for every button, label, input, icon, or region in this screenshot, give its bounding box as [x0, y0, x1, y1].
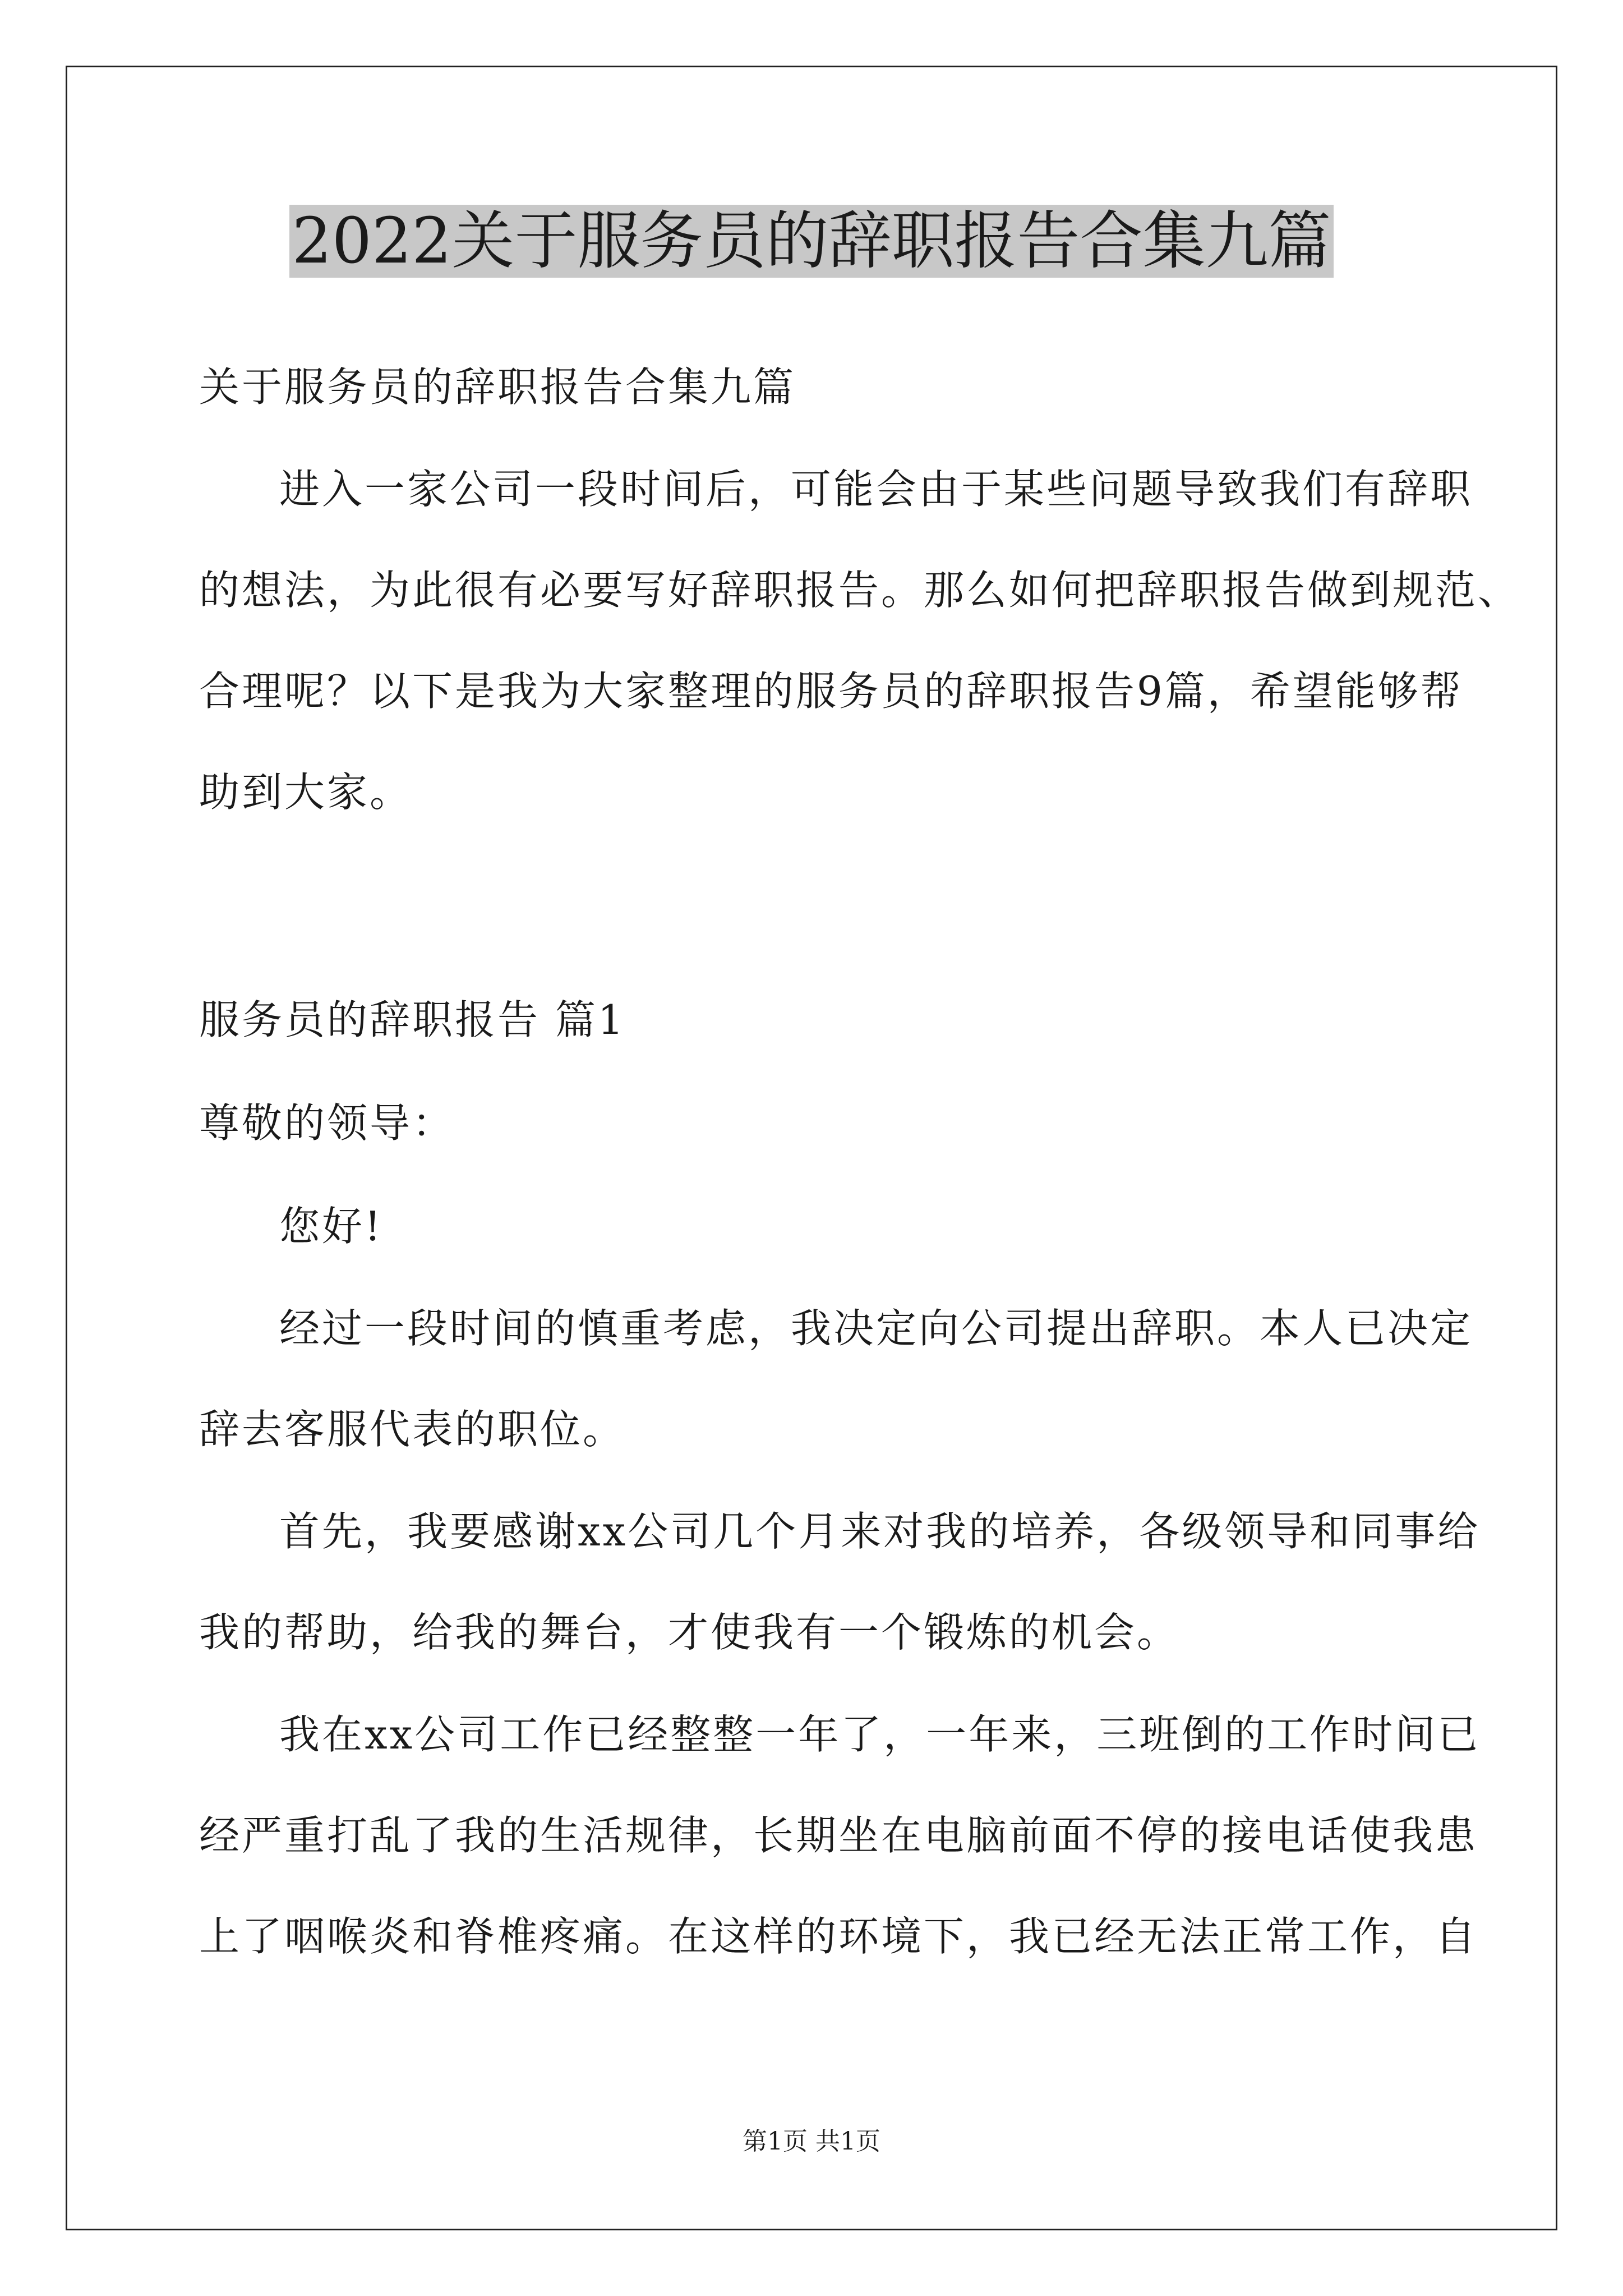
paragraph2-line-2: 我的帮助，给我的舞台，才使我有一个锻炼的机会。	[199, 1609, 1180, 1656]
page-footer: 第1页 共1页	[743, 2127, 880, 2156]
salutation: 尊敬的领导：	[199, 1099, 455, 1147]
paragraph1-line-1: 经过一段时间的慎重考虑，我决定向公司提出辞职。本人已决定	[279, 1305, 1473, 1352]
intro-line-1: 进入一家公司一段时间后，可能会由于某些问题导致我们有辞职	[279, 466, 1473, 513]
document-title: 2022关于服务员的辞职报告合集九篇	[0, 199, 1623, 283]
paragraph3-line-2: 经严重打乱了我的生活规律，长期坐在电脑前面不停的接电话使我患	[199, 1812, 1478, 1859]
intro-line-4: 助到大家。	[199, 769, 413, 816]
paragraph3-line-1: 我在xx公司工作已经整整一年了，一年来，三班倒的工作时间已	[279, 1711, 1481, 1758]
section-heading: 服务员的辞职报告 篇1	[199, 996, 626, 1043]
intro-line-3: 合理呢？以下是我为大家整理的服务员的辞职报告9篇，希望能够帮	[199, 668, 1463, 715]
subtitle: 关于服务员的辞职报告合集九篇	[199, 364, 796, 411]
paragraph3-line-3: 上了咽喉炎和脊椎疼痛。在这样的环境下，我已经无法正常工作，自	[199, 1913, 1478, 1960]
paragraph2-line-1: 首先，我要感谢xx公司几个月来对我的培养，各级领导和同事给	[279, 1508, 1481, 1555]
paragraph1-line-2: 辞去客服代表的职位。	[199, 1406, 626, 1453]
intro-line-2: 的想法，为此很有必要写好辞职报告。那么如何把辞职报告做到规范、	[199, 567, 1521, 614]
greeting: 您好!	[279, 1203, 383, 1250]
